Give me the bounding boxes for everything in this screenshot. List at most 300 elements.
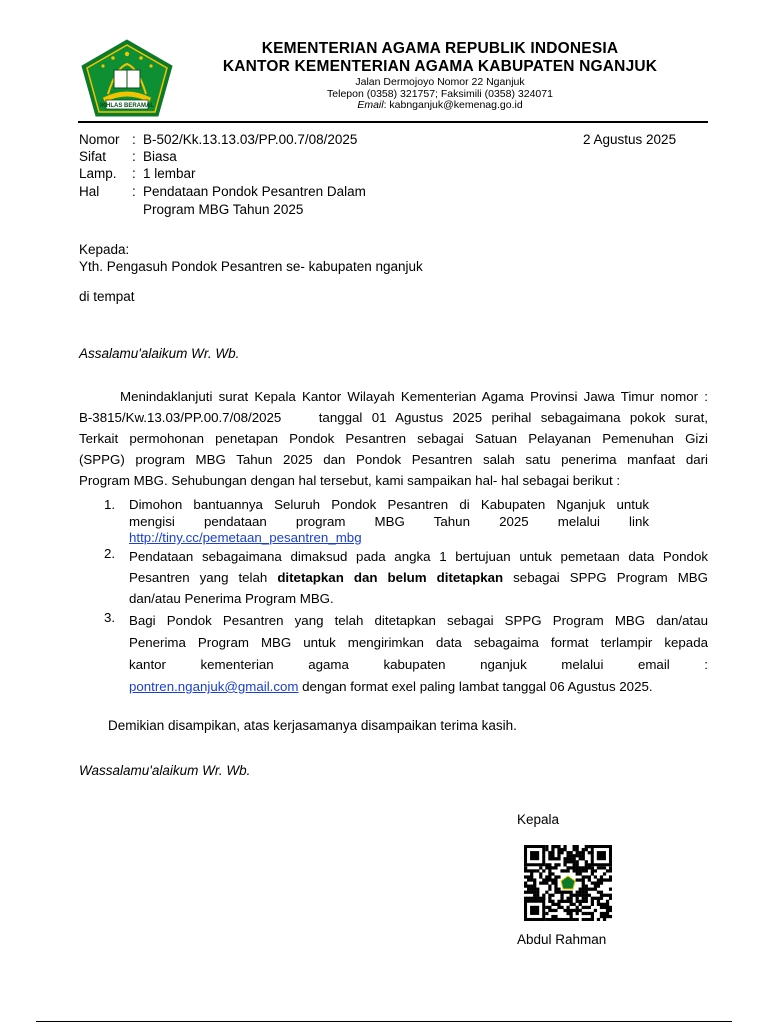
- qr-module: [557, 845, 560, 848]
- qr-module: [576, 909, 579, 912]
- qr-module: [600, 881, 603, 884]
- qr-module: [576, 878, 579, 881]
- qr-module: [609, 888, 612, 891]
- qr-module: [591, 872, 594, 875]
- qr-module: [554, 918, 557, 921]
- qr-module: [563, 869, 566, 872]
- qr-module: [585, 897, 588, 900]
- qr-module: [566, 869, 569, 872]
- qr-finder: [530, 906, 539, 915]
- qr-module: [609, 915, 612, 918]
- qr-module: [603, 906, 606, 909]
- qr-module: [603, 903, 606, 906]
- qr-module: [566, 854, 569, 857]
- qr-module: [576, 900, 579, 903]
- qr-module: [524, 866, 527, 869]
- qr-module: [548, 857, 551, 860]
- qr-module: [606, 869, 609, 872]
- qr-module: [573, 860, 576, 863]
- qr-module: [600, 903, 603, 906]
- qr-module: [582, 900, 585, 903]
- qr-module: [542, 881, 545, 884]
- qr-module: [603, 894, 606, 897]
- qr-module: [606, 894, 609, 897]
- qr-module: [524, 891, 527, 894]
- qr-module: [585, 906, 588, 909]
- qr-module: [597, 881, 600, 884]
- qr-module: [563, 857, 566, 860]
- qr-module: [548, 854, 551, 857]
- hal-colon: :: [132, 184, 136, 199]
- qr-module: [570, 903, 573, 906]
- qr-module: [585, 888, 588, 891]
- qr-module: [548, 863, 551, 866]
- qr-module: [524, 869, 527, 872]
- qr-module: [536, 888, 539, 891]
- body-line: Program MBG. Sehubungan dengan hal tersebut, kami sampaikan hal- hal sebagai berikut :: [79, 473, 621, 488]
- qr-module: [591, 900, 594, 903]
- qr-module: [566, 866, 569, 869]
- qr-module: [582, 854, 585, 857]
- qr-module: [585, 912, 588, 915]
- qr-module: [594, 897, 597, 900]
- qr-module: [557, 891, 560, 894]
- qr-module: [557, 851, 560, 854]
- qr-module: [554, 888, 557, 891]
- logo-motto: IKHLAS BERAMAL: [100, 103, 154, 109]
- hal-value-line2: Program MBG Tahun 2025: [143, 202, 304, 217]
- qr-module: [579, 878, 582, 881]
- qr-module: [527, 869, 530, 872]
- qr-module: [563, 860, 566, 863]
- lamp-label: Lamp.: [79, 166, 117, 181]
- qr-module: [570, 897, 573, 900]
- footer-divider: [36, 1021, 732, 1022]
- list-item-2: [129, 546, 708, 609]
- qr-module: [536, 869, 539, 872]
- qr-module: [524, 897, 527, 900]
- qr-module: [563, 900, 566, 903]
- qr-module: [588, 863, 591, 866]
- qr-module: [563, 845, 566, 848]
- qr-center-logo: [561, 876, 575, 889]
- qr-module: [573, 894, 576, 897]
- qr-module: [533, 891, 536, 894]
- qr-module: [579, 854, 582, 857]
- qr-module: [566, 860, 569, 863]
- qr-module: [557, 863, 560, 866]
- qr-module: [609, 878, 612, 881]
- qr-module: [551, 909, 554, 912]
- qr-module: [591, 869, 594, 872]
- kepada-label: Kepada:: [79, 242, 130, 257]
- qr-module: [551, 915, 554, 918]
- qr-module: [548, 885, 551, 888]
- qr-module: [579, 909, 582, 912]
- qr-module: [551, 900, 554, 903]
- qr-module: [585, 866, 588, 869]
- qr-module: [533, 878, 536, 881]
- qr-module: [594, 885, 597, 888]
- nomor-value: B-502/Kk.13.13.03/PP.00.7/08/2025: [143, 132, 358, 147]
- body-line: Terkait permohonan penetapan Pondok Pesantren sebagai Satuan Pelayanan Pemenuhan Gizi: [79, 431, 708, 446]
- qr-module: [545, 918, 548, 921]
- qr-module: [539, 897, 542, 900]
- nomor-label: Nomor: [79, 132, 120, 147]
- qr-module: [548, 900, 551, 903]
- qr-module: [551, 872, 554, 875]
- office-name: KANTOR KEMENTERIAN AGAMA KABUPATEN NGANJUK: [222, 58, 658, 75]
- qr-module: [563, 918, 566, 921]
- qr-module: [570, 912, 573, 915]
- qr-module: [566, 897, 569, 900]
- qr-module: [560, 900, 563, 903]
- qr-module: [542, 894, 545, 897]
- qr-module: [557, 888, 560, 891]
- qr-module: [566, 900, 569, 903]
- qr-module: [530, 891, 533, 894]
- item-number: 1.: [104, 497, 116, 512]
- qr-module: [554, 885, 557, 888]
- qr-module: [588, 845, 591, 848]
- qr-module: [606, 912, 609, 915]
- qr-module: [597, 866, 600, 869]
- signature-qr-code: [524, 845, 612, 921]
- office-phone: Telepon (0358) 321757; Faksimili (0358) 324071: [327, 88, 553, 100]
- recipient-name: Yth. Pengasuh Pondok Pesantren se- kabupaten nganjuk: [79, 259, 423, 274]
- qr-module: [576, 872, 579, 875]
- qr-module: [527, 885, 530, 888]
- qr-module: [542, 897, 545, 900]
- body-line: Menindaklanjuti surat Kepala Kantor Wilayah Kementerian Agama Provinsi Jawa Timur nomor :: [120, 389, 708, 404]
- qr-module: [548, 872, 551, 875]
- hal-label: Hal: [79, 184, 100, 199]
- qr-module: [539, 866, 542, 869]
- qr-module: [582, 897, 585, 900]
- qr-module: [548, 909, 551, 912]
- qr-module: [554, 903, 557, 906]
- qr-module: [591, 881, 594, 884]
- qr-module: [576, 918, 579, 921]
- qr-module: [603, 912, 606, 915]
- qr-module: [557, 903, 560, 906]
- qr-module: [551, 894, 554, 897]
- item-line: Dimohon bantuannya Seluruh Pondok Pesantren di Kabupaten Nganjuk untuk: [129, 497, 649, 512]
- qr-module: [582, 875, 585, 878]
- body-line: (SPPG) program MBG Tahun 2025 dan Pondok Pesantren salah satu penerima manfaat dari: [79, 452, 708, 467]
- qr-module: [530, 878, 533, 881]
- lamp-value: 1 lembar: [143, 166, 196, 181]
- qr-module: [554, 857, 557, 860]
- qr-module: [573, 857, 576, 860]
- qr-module: [603, 918, 606, 921]
- qr-module: [573, 854, 576, 857]
- qr-module: [591, 918, 594, 921]
- signature-title: Kepala: [517, 812, 560, 827]
- qr-module: [579, 872, 582, 875]
- qr-module: [576, 906, 579, 909]
- qr-module: [557, 848, 560, 851]
- qr-module: [551, 848, 554, 851]
- qr-module: [548, 906, 551, 909]
- qr-module: [606, 915, 609, 918]
- qr-module: [576, 863, 579, 866]
- qr-module: [560, 897, 563, 900]
- qr-module: [573, 866, 576, 869]
- qr-module: [539, 875, 542, 878]
- qr-module: [576, 869, 579, 872]
- qr-module: [530, 875, 533, 878]
- qr-module: [551, 851, 554, 854]
- qr-module: [582, 891, 585, 894]
- qr-module: [591, 915, 594, 918]
- qr-module: [609, 869, 612, 872]
- qr-module: [557, 900, 560, 903]
- signatory-name: Abdul Rahman: [517, 932, 607, 947]
- qr-module: [585, 891, 588, 894]
- qr-module: [594, 909, 597, 912]
- qr-module: [548, 897, 551, 900]
- qr-module: [579, 894, 582, 897]
- qr-module: [573, 918, 576, 921]
- qr-finder: [597, 851, 606, 860]
- item-emphasis: ditetapkan dan belum ditetapkan: [277, 570, 504, 585]
- qr-module: [524, 881, 527, 884]
- qr-module: [570, 851, 573, 854]
- qr-module: [570, 915, 573, 918]
- qr-module: [606, 878, 609, 881]
- qr-module: [560, 851, 563, 854]
- qr-module: [554, 863, 557, 866]
- qr-module: [530, 897, 533, 900]
- qr-module: [563, 863, 566, 866]
- qr-module: [588, 906, 591, 909]
- header-divider: [78, 121, 708, 123]
- item-number: 2.: [104, 546, 116, 561]
- qr-module: [597, 900, 600, 903]
- qr-module: [533, 888, 536, 891]
- qr-module: [600, 912, 603, 915]
- qr-module: [576, 866, 579, 869]
- qr-module: [576, 912, 579, 915]
- qr-module: [600, 878, 603, 881]
- qr-module: [570, 866, 573, 869]
- qr-module: [609, 909, 612, 912]
- body-line: B-3815/Kw.13.03/PP.00.7/08/2025 tanggal 01 Agustus 2025 perihal sebagaimana pokok surat,: [79, 410, 708, 425]
- qr-module: [576, 848, 579, 851]
- qr-module: [527, 897, 530, 900]
- body-paragraph: [79, 386, 708, 491]
- qr-module: [597, 878, 600, 881]
- qr-module: [560, 848, 563, 851]
- qr-module: [566, 912, 569, 915]
- qr-module: [551, 918, 554, 921]
- qr-module: [524, 875, 527, 878]
- qr-module: [606, 903, 609, 906]
- qr-module: [603, 915, 606, 918]
- list-item-1: [129, 497, 708, 547]
- qr-module: [597, 885, 600, 888]
- qr-module: [600, 897, 603, 900]
- qr-module: [576, 894, 579, 897]
- email-label: Email: [357, 99, 384, 111]
- qr-module: [591, 903, 594, 906]
- qr-module: [588, 866, 591, 869]
- pemetaan-link[interactable]: http://tiny.cc/pemetaan_pesantren_mbg: [129, 530, 362, 545]
- qr-module: [606, 906, 609, 909]
- qr-module: [588, 888, 591, 891]
- qr-module: [551, 881, 554, 884]
- qr-module: [554, 866, 557, 869]
- qr-module: [527, 888, 530, 891]
- qr-module: [563, 891, 566, 894]
- item-line: kantor kementerian agama kabupaten nganjuk melalui email :: [129, 657, 708, 672]
- qr-module: [576, 860, 579, 863]
- item-line: [129, 567, 708, 588]
- qr-module: [566, 909, 569, 912]
- qr-module: [545, 891, 548, 894]
- qr-module: [609, 906, 612, 909]
- qr-module: [576, 897, 579, 900]
- item-text: sebagai SPPG Program MBG: [503, 570, 708, 585]
- item-line: Penerima Program MBG untuk mengirimkan data sebagaima format terlampir kepada: [129, 635, 708, 650]
- qr-module: [600, 866, 603, 869]
- qr-module: [560, 894, 563, 897]
- qr-module: [557, 875, 560, 878]
- closing-sentence: Demikian disampikan, atas kerjasamanya disampaikan terima kasih.: [108, 718, 517, 733]
- qr-module: [588, 878, 591, 881]
- qr-module: [566, 851, 569, 854]
- qr-module: [570, 918, 573, 921]
- qr-module: [606, 909, 609, 912]
- item-text: Pesantren yang telah: [129, 570, 278, 585]
- qr-module: [554, 878, 557, 881]
- qr-module: [600, 891, 603, 894]
- qr-module: [554, 891, 557, 894]
- qr-module: [582, 885, 585, 888]
- qr-module: [579, 869, 582, 872]
- qr-module: [600, 875, 603, 878]
- qr-module: [551, 845, 554, 848]
- qr-module: [527, 891, 530, 894]
- qr-module: [576, 854, 579, 857]
- qr-module: [570, 891, 573, 894]
- pontren-email-link[interactable]: pontren.nganjuk@gmail.com: [129, 679, 299, 694]
- qr-module: [585, 875, 588, 878]
- qr-module: [570, 857, 573, 860]
- qr-module: [570, 854, 573, 857]
- qr-module: [600, 906, 603, 909]
- qr-module: [548, 888, 551, 891]
- qr-module: [579, 888, 582, 891]
- sifat-label: Sifat: [79, 149, 107, 164]
- qr-module: [533, 881, 536, 884]
- qr-module: [545, 866, 548, 869]
- qr-module: [530, 869, 533, 872]
- office-address: Jalan Dermojoyo Nomor 22 Nganjuk: [355, 76, 525, 88]
- qr-module: [579, 900, 582, 903]
- qr-module: [582, 866, 585, 869]
- qr-module: [603, 878, 606, 881]
- sifat-colon: :: [132, 149, 136, 164]
- qr-module: [570, 894, 573, 897]
- qr-module: [548, 918, 551, 921]
- qr-module: [560, 918, 563, 921]
- email-value: : kabnganjuk@kemenag.go.id: [383, 99, 523, 111]
- qr-module: [603, 872, 606, 875]
- qr-module: [566, 857, 569, 860]
- qr-module: [582, 878, 585, 881]
- qr-module: [533, 897, 536, 900]
- qr-module: [536, 891, 539, 894]
- qr-module: [563, 848, 566, 851]
- item-number: 3.: [104, 610, 116, 625]
- qr-module: [582, 888, 585, 891]
- qr-module: [585, 885, 588, 888]
- qr-module: [551, 854, 554, 857]
- list-item-3: [129, 610, 708, 698]
- ministry-name: KEMENTERIAN AGAMA REPUBLIK INDONESIA: [261, 40, 619, 57]
- qr-module: [527, 875, 530, 878]
- qr-module: [582, 912, 585, 915]
- lamp-colon: :: [132, 166, 136, 181]
- qr-module: [560, 869, 563, 872]
- qr-module: [554, 845, 557, 848]
- qr-module: [551, 878, 554, 881]
- qr-module: [548, 875, 551, 878]
- qr-module: [582, 894, 585, 897]
- closing-greeting: Wassalamu'alaikum Wr. Wb.: [79, 763, 251, 778]
- item-line: mengisi pendataan program MBG Tahun 2025 melalui link: [129, 513, 649, 529]
- qr-module: [533, 869, 536, 872]
- qr-module: [585, 869, 588, 872]
- qr-module: [539, 872, 542, 875]
- qr-module: [594, 888, 597, 891]
- qr-module: [557, 857, 560, 860]
- qr-module: [588, 912, 591, 915]
- recipient-place: di tempat: [79, 289, 135, 304]
- qr-module: [591, 866, 594, 869]
- qr-module: [554, 915, 557, 918]
- qr-module: [551, 857, 554, 860]
- qr-module: [573, 903, 576, 906]
- qr-module: [570, 860, 573, 863]
- qr-module: [597, 891, 600, 894]
- qr-module: [585, 918, 588, 921]
- qr-module: [579, 903, 582, 906]
- qr-module: [579, 891, 582, 894]
- qr-module: [600, 915, 603, 918]
- hal-value-line1: Pendataan Pondok Pesantren Dalam: [143, 184, 366, 199]
- opening-greeting: Assalamu'alaikum Wr. Wb.: [79, 346, 240, 361]
- qr-module: [597, 903, 600, 906]
- qr-module: [576, 851, 579, 854]
- qr-module: [560, 906, 563, 909]
- qr-module: [585, 894, 588, 897]
- qr-module: [545, 878, 548, 881]
- qr-module: [530, 885, 533, 888]
- qr-module: [609, 897, 612, 900]
- kemenag-logo: [78, 38, 176, 120]
- qr-module: [579, 857, 582, 860]
- qr-module: [573, 863, 576, 866]
- qr-module: [582, 857, 585, 860]
- qr-module: [548, 866, 551, 869]
- qr-module: [545, 881, 548, 884]
- qr-module: [548, 894, 551, 897]
- qr-module: [588, 918, 591, 921]
- qr-module: [582, 881, 585, 884]
